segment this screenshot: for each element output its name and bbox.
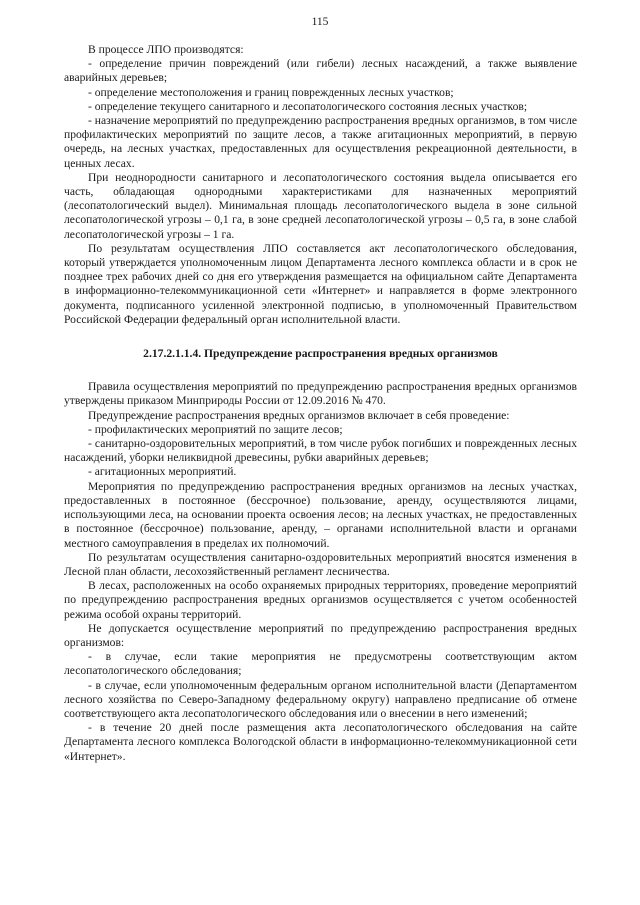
list-item: - определение местоположения и границ поврежденных лесных участков;	[88, 85, 454, 99]
paragraph: В лесах, расположенных на особо охраняемых природных территориях, проведение мероприятий по предупреждению распространения вредных организмов осуществляется с учетом особенностей режима особой охраны территорий.	[64, 579, 577, 621]
paragraph: Не допускается осуществление мероприятий по предупреждению распространения вредных организмов:	[64, 621, 577, 649]
list-item: - назначение мероприятий по предупреждению распространения вредных организмов, в том числе профилактических мероприятий по защите лесов, а также агитационных мероприятий, в первую очередь, на лесных участках, предоставленных для осуществления рекреационной деятельности, в ценных лесах.	[64, 114, 578, 170]
paragraph: По результатам осуществления ЛПО составляется акт лесопатологического обследования, который утверждается уполномоченным лицом Департамента лесного комплекса области и в срок не позднее трех рабочих дней со дня его утверждения размещается на официальном сайте Департамента в информационно-телекоммуникационной сети «Интернет» и направляется в форме электронного документа, подписанного усиленной электронной подписью, в уполномоченный Правительством Российской Федерации федеральный орган исполнительной власти.	[64, 241, 577, 326]
paragraph: Мероприятия по предупреждению распространения вредных организмов на лесных участках, предоставленных в постоянное (бессрочное) пользование, аренду, осуществляются лицами, использующими леса, на основании проекта освоения лесов; на лесных участках, не предоставленных в постоянное (бессрочное) пользование, аренду, – органами исполнительной власти и органами местного самоуправления в пределах их полномочий.	[64, 479, 577, 550]
list-item: - агитационных мероприятий.	[88, 465, 237, 479]
paragraph: Правила осуществления мероприятий по предупреждению распространения вредных организмов утверждены приказом Минприроды России от 12.09.2016 № 470.	[64, 380, 577, 408]
paragraph: Предупреждение распространения вредных организмов включает в себя проведение:	[88, 408, 510, 422]
list-item: - в случае, если такие мероприятия не предусмотрены соответствующим актом лесопатологического обследования;	[64, 650, 577, 678]
list-item: - определение причин повреждений (или гибели) лесных насаждений, а также выявление аварийных деревьев;	[64, 57, 577, 85]
list-item: - профилактических мероприятий по защите лесов;	[88, 422, 343, 436]
list-item: - определение текущего санитарного и лесопатологического состояния лесных участков;	[88, 99, 528, 113]
paragraph: При неоднородности санитарного и лесопатологического состояния выдела описывается его часть, обладающая однородными характеристиками для назначенных мероприятий (лесопатологический выдел). Минимальная площадь лесопатологического выдела в зоне сильной лесопатологической угрозы – 0,1 га, в зоне средней лесопатологической угрозы – 0,5 га, в зоне слабой лесопатологической угрозы – 1 га.	[64, 170, 577, 241]
section-heading: 2.17.2.1.1.4. Предупреждение распространения вредных организмов	[143, 347, 498, 361]
list-item: - в случае, если уполномоченным федеральным органом исполнительной власти (Департаментом лесного хозяйства по Северо-Западному федеральному округу) направлено предписание об отмене соответствующего акта лесопатологического обследования или о внесении в него изменений;	[64, 678, 577, 720]
list-item: - в течение 20 дней после размещения акта лесопатологического обследования на сайте Департамента лесного комплекса Вологодской области в информационно-телекоммуникационной сети «Интернет».	[64, 721, 577, 763]
list-item: - санитарно-оздоровительных мероприятий, в том числе рубок погибших и поврежденных лесных насаждений, уборки неликвидной древесины, рубки аварийных деревьев;	[64, 437, 577, 465]
document-body	[64, 43, 577, 764]
paragraph: В процессе ЛПО производятся:	[88, 43, 244, 56]
page-number: 115	[311, 16, 329, 28]
paragraph: По результатам осуществления санитарно-оздоровительных мероприятий вносятся изменения в Лесной план области, лесохозяйственный регламент лесничества.	[64, 550, 577, 578]
